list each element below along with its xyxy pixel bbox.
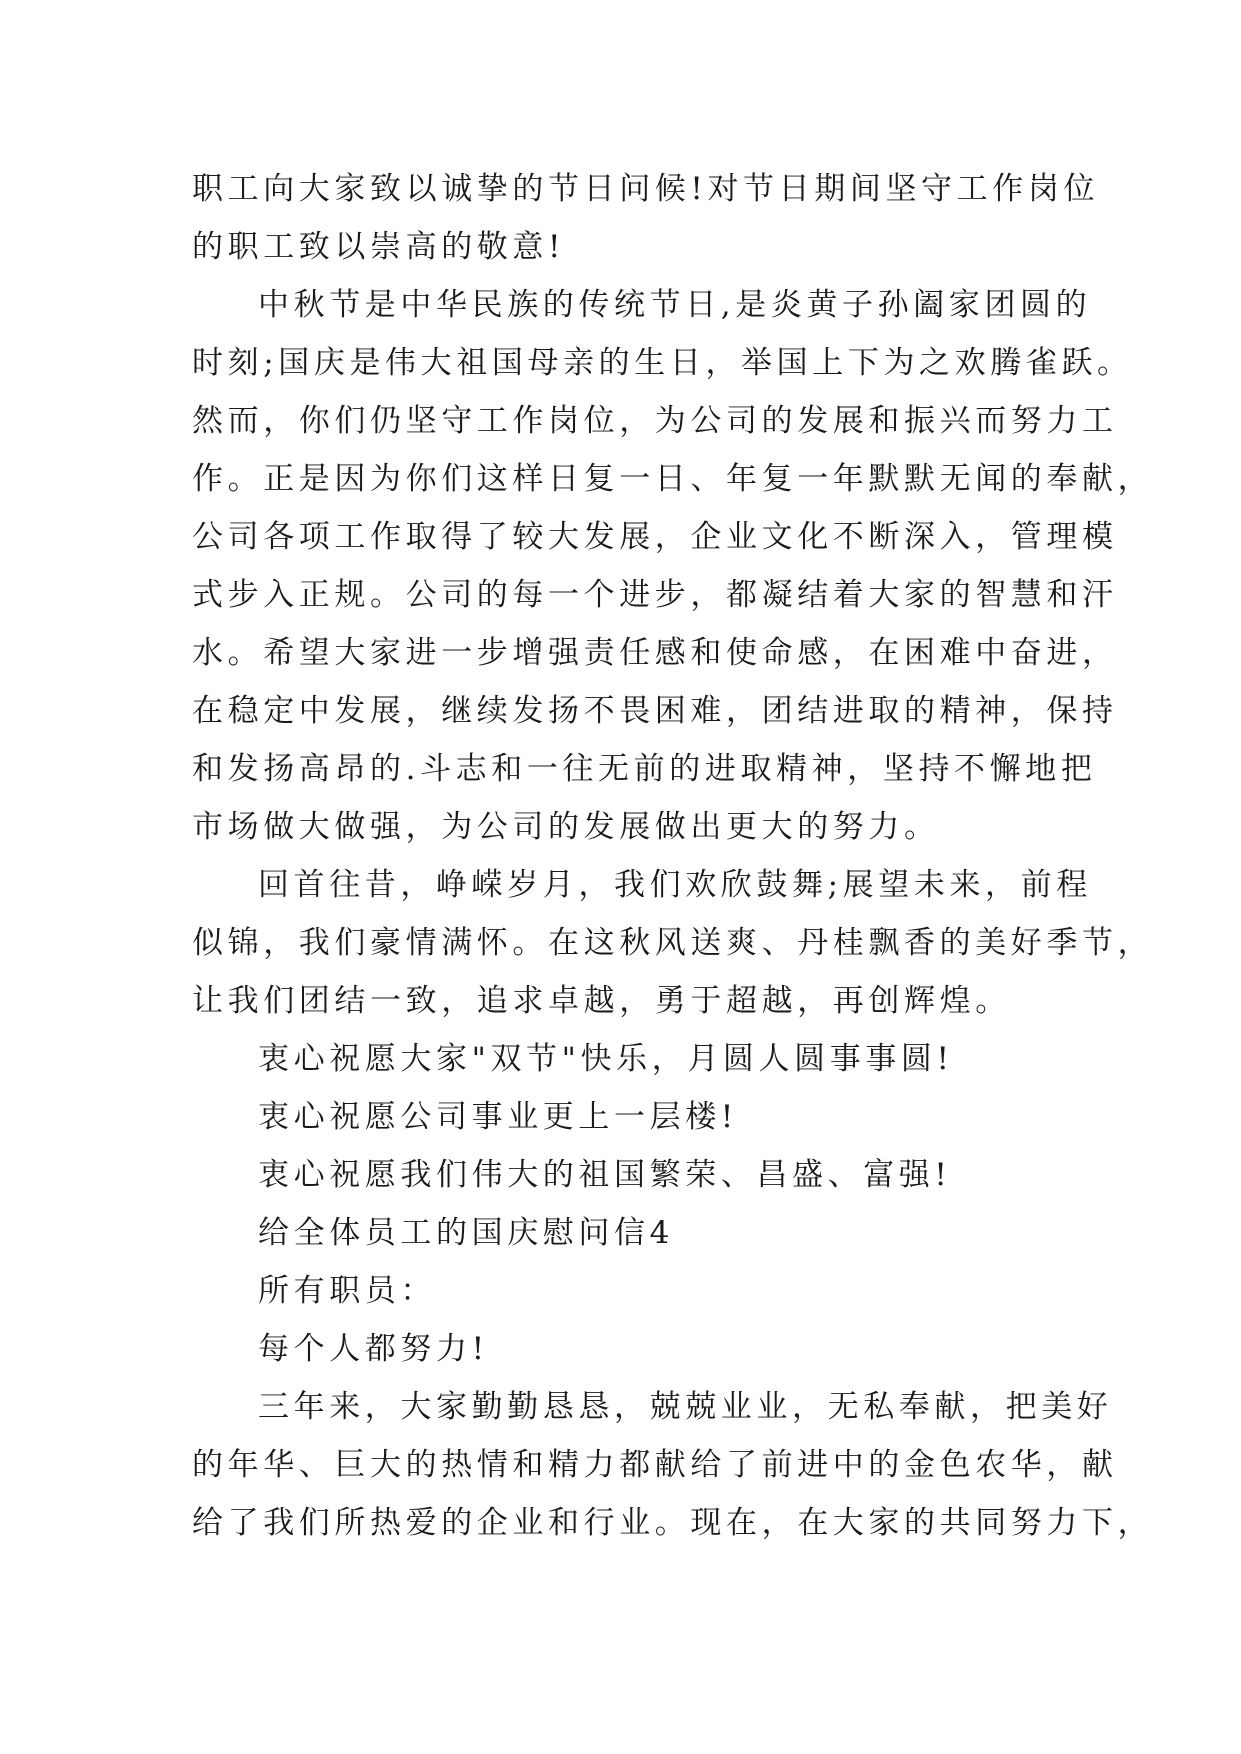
text-line: 市场做大做强，为公司的发展做出更大的努力。 — [192, 809, 940, 845]
section-heading: 给全体员工的国庆慰问信4 — [258, 1215, 674, 1251]
text-line: 的职工致以崇高的敬意! — [192, 229, 566, 265]
text-line: 水。希望大家进一步增强责任感和使命感，在困难中奋进， — [192, 635, 1118, 671]
text-line: 三年来，大家勤勤恳恳，兢兢业业，无私奉献，把美好 — [258, 1389, 1113, 1425]
text-line: 每个人都努力! — [258, 1331, 489, 1367]
text-line: 在稳定中发展，继续发扬不畏困难，团结进取的精神，保持 — [192, 693, 1118, 729]
text-line: 然而，你们仍坚守工作岗位，为公司的发展和振兴而努力工 — [192, 403, 1118, 439]
text-line: 衷心祝愿我们伟大的祖国繁荣、昌盛、富强! — [258, 1157, 952, 1193]
text-line: 和发扬高昂的.斗志和一往无前的进取精神，坚持不懈地把 — [192, 751, 1097, 787]
text-line: 的年华、巨大的热情和精力都献给了前进中的金色农华，献 — [192, 1447, 1118, 1483]
text-line: 职工向大家致以诚挚的节日问候!对节日期间坚守工作岗位 — [192, 171, 1100, 207]
salutation: 所有职员： — [258, 1273, 436, 1309]
text-line: 衷心祝愿公司事业更上一层楼! — [258, 1099, 738, 1135]
text-line: 式步入正规。公司的每一个进步，都凝结着大家的智慧和汗 — [192, 577, 1118, 613]
text-line: 作。正是因为你们这样日复一日、年复一年默默无闻的奉献， — [192, 461, 1154, 497]
text-line: 中秋节是中华民族的传统节日,是炎黄子孙阖家团圆的 — [258, 287, 1092, 323]
text-line: 给了我们所热爱的企业和行业。现在，在大家的共同努力下， — [192, 1505, 1154, 1541]
text-line: 公司各项工作取得了较大发展，企业文化不断深入，管理模 — [192, 519, 1118, 555]
text-line: 衷心祝愿大家"双节"快乐，月圆人圆事事圆! — [258, 1041, 954, 1077]
text-line: 似锦，我们豪情满怀。在这秋风送爽、丹桂飘香的美好季节， — [192, 925, 1154, 961]
text-line: 让我们团结一致，追求卓越，勇于超越，再创辉煌。 — [192, 983, 1011, 1019]
text-line: 时刻;国庆是伟大祖国母亲的生日，举国上下为之欢腾雀跃。 — [192, 345, 1133, 381]
document-body — [192, 160, 1154, 1552]
text-line: 回首往昔，峥嵘岁月，我们欢欣鼓舞;展望未来，前程 — [258, 867, 1092, 903]
